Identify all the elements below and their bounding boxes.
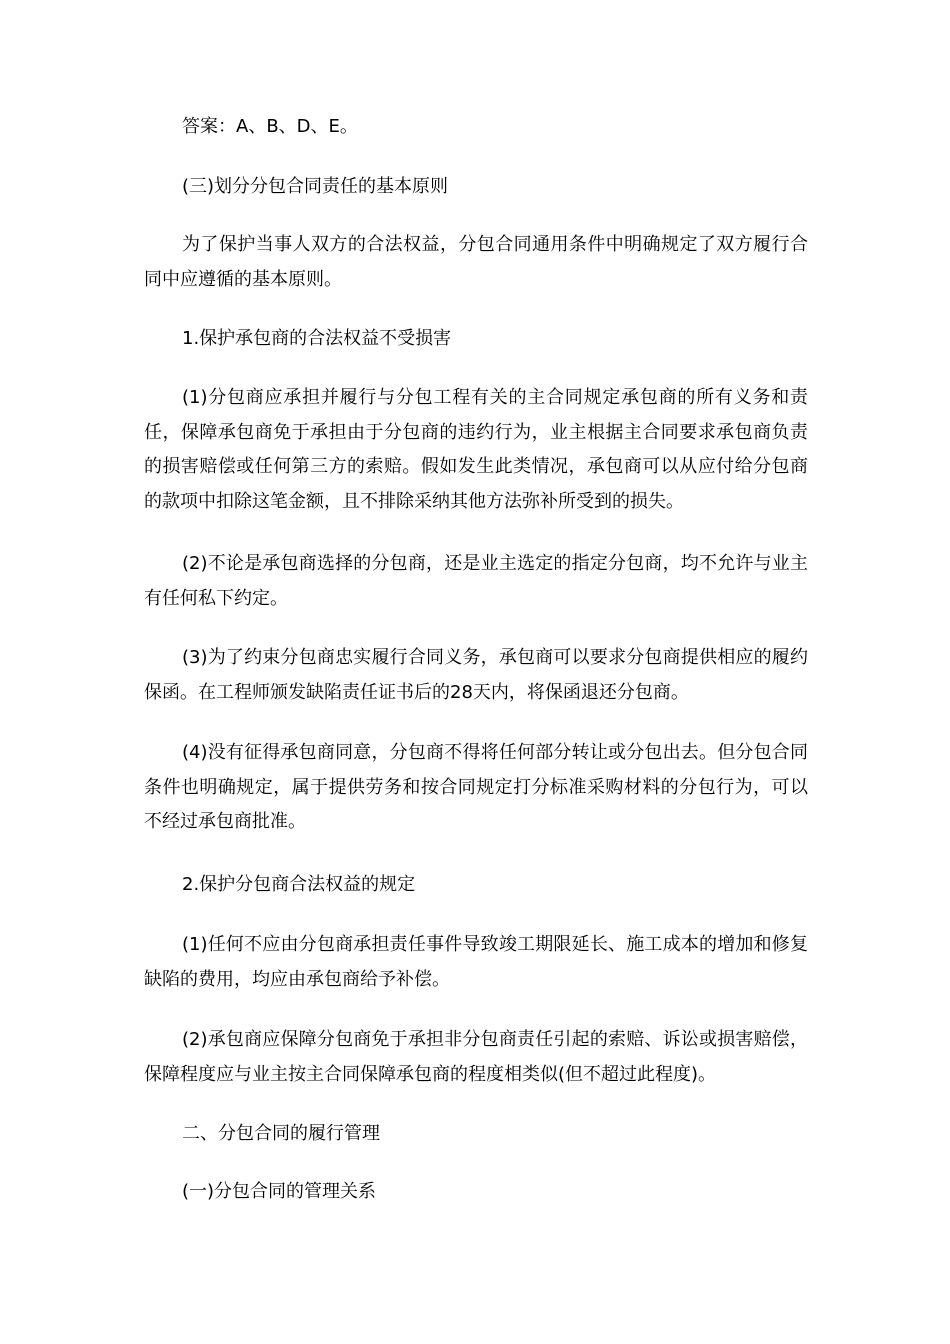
subheading-management-relationship: (一)分包合同的管理关系 (182, 1181, 377, 1202)
subheading-protect-contractor: 1.保护承包商的合法权益不受损害 (182, 328, 452, 349)
paragraph-item-2: (2)不论是承包商选择的分包商，还是业主选定的指定分包商，均不允许与业主有任何私下约定。 (144, 553, 808, 609)
paragraph-item-3: (3)为了约束分包商忠实履行合同义务，承包商可以要求分包商提供相应的履约保函。在工程师颁发缺陷责任证书后的28天内，将保函退还分包商。 (144, 647, 808, 703)
paragraph-sub-item-2: (2)承包商应保障分包商免于承担非分包商责任引起的索赔、诉讼或损害赔偿，保障程度应与业主按主合同保障承包商的程度相类似(但不超过此程度)。 (144, 1029, 808, 1085)
answer-line: 答案：A、B、D、E。 (182, 116, 358, 137)
paragraph-item-1: (1)分包商应承担并履行与分包工程有关的主合同规定承包商的所有义务和责任，保障承包商免于承担由于分包商的违约行为，业主根据主合同要求承包商负责的损害赔偿或任何第三方的索赔。假如发生此类情况，承包商可以从应付给分包商的款项中扣除这笔金额，且不排除采纳其他方法弥补所受到的损失。 (144, 387, 808, 512)
intro-paragraph: 为了保护当事人双方的合法权益，分包合同通用条件中明确规定了双方履行合同中应遵循的基本原则。 (144, 234, 808, 290)
subheading-protect-subcontractor: 2.保护分包商合法权益的规定 (182, 874, 416, 895)
paragraph-sub-item-1: (1)任何不应由分包商承担责任事件导致竣工期限延长、施工成本的增加和修复缺陷的费用，均应由承包商给予补偿。 (144, 934, 808, 990)
paragraph-item-4: (4)没有征得承包商同意，分包商不得将任何部分转让或分包出去。但分包合同条件也明确规定，属于提供劳务和按合同规定打分标准采购材料的分包行为，可以不经过承包商批准。 (144, 742, 808, 832)
section-heading-responsibility-principles: (三)划分分包合同责任的基本原则 (182, 176, 449, 197)
section-heading-performance-management: 二、分包合同的履行管理 (182, 1123, 380, 1144)
